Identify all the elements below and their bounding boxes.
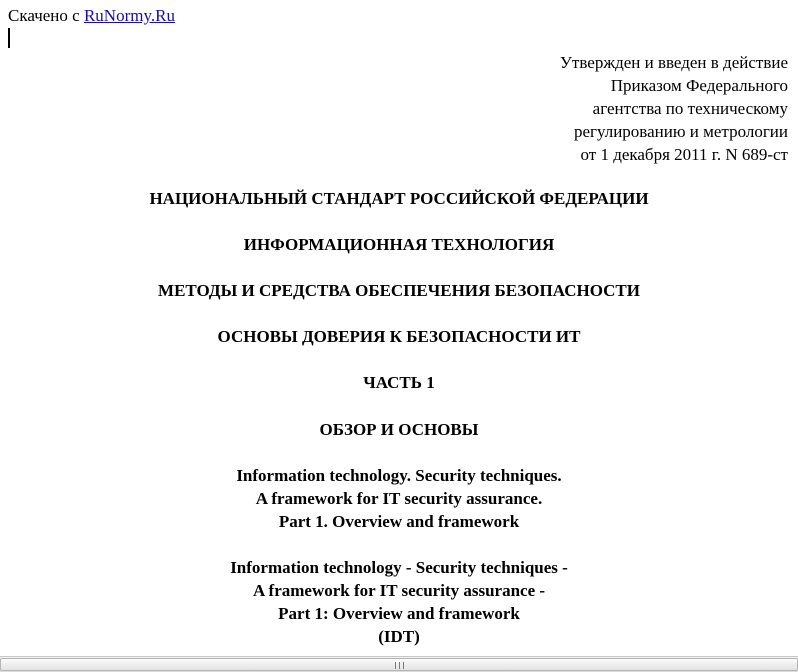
standard-heading: НАЦИОНАЛЬНЫЙ СТАНДАРТ РОССИЙСКОЙ ФЕДЕРАЦИИ [149, 189, 649, 208]
english-title-line: A framework for IT security assurance - [252, 581, 546, 600]
approval-line: агентства по техническому [592, 99, 788, 118]
english-title-line: A framework for IT security assurance. [255, 489, 543, 508]
approval-line: Утвержден и введен в действие [559, 53, 788, 72]
source-line [8, 6, 175, 26]
approval-line: регулированию и метрологии [573, 122, 788, 141]
overview-heading: ОБЗОР И ОСНОВЫ [319, 420, 479, 439]
methods-heading: МЕТОДЫ И СРЕДСТВА ОБЕСПЕЧЕНИЯ БЕЗОПАСНОСТИ [158, 281, 640, 300]
english-title-line: (IDT) [378, 627, 420, 646]
source-prefix: Скачено с [8, 6, 84, 25]
basics-heading: ОСНОВЫ ДОВЕРИЯ К БЕЗОПАСНОСТИ ИТ [217, 327, 581, 346]
text-cursor [8, 28, 10, 48]
scrollbar-thumb[interactable] [0, 658, 798, 671]
approval-line: от 1 декабря 2011 г. N 689-ст [580, 145, 788, 164]
horizontal-scrollbar[interactable] [0, 656, 798, 672]
english-title-line: Part 1. Overview and framework [278, 512, 520, 531]
grip-icon [395, 662, 404, 669]
english-title-line: Part 1: Overview and framework [278, 604, 520, 623]
english-title-line: Information technology - Security techniques - [230, 558, 568, 577]
approval-line: Приказом Федерального [610, 76, 788, 95]
english-title-line: Information technology. Security techniques. [236, 466, 562, 485]
approval-block [560, 51, 788, 166]
english-title-block-2 [0, 556, 798, 648]
runormy-link[interactable]: RuNormy.Ru [83, 6, 175, 25]
part-heading: ЧАСТЬ 1 [363, 373, 435, 392]
it-heading: ИНФОРМАЦИОННАЯ ТЕХНОЛОГИЯ [243, 235, 555, 254]
english-title-block-1 [0, 464, 798, 533]
